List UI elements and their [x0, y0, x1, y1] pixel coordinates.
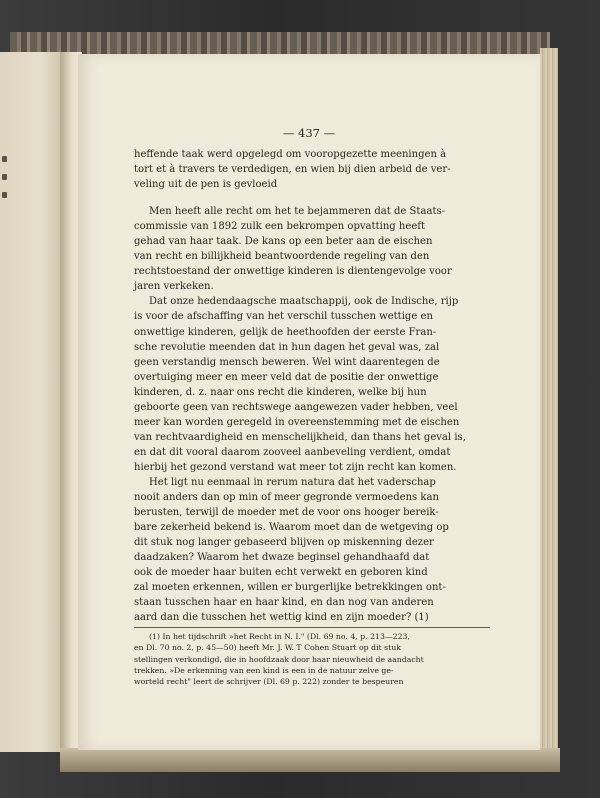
text-line: ook de moeder haar buiten echt verwekt en geboren kind: [134, 567, 428, 579]
text-line: geen verstandig mensch beweren. Wel wint daarentegen de: [134, 356, 440, 368]
left-page-text-fragment: [2, 192, 7, 198]
paragraph-gap: [134, 192, 490, 204]
text-line: bare zekerheid bekend is. Waarom moet dan de wetgeving op: [134, 522, 449, 534]
text-line: kinderen, d. z. naar ons recht die kinderen, welke bij hun: [134, 386, 427, 398]
text-line: is voor de afschaffing van het verschil tusschen wettige en: [134, 311, 433, 323]
left-page: [0, 52, 68, 752]
text-line: meer kan worden geregeld in overeenstemming met de eischen: [134, 416, 460, 428]
text-line: dit stuk nog langer gebaseerd blijven op miskenning dezer: [134, 537, 434, 549]
page-edges: [540, 48, 558, 768]
text-line: commissie van 1892 zulk een bekrompen opvatting heeft: [134, 221, 426, 233]
footnote: [134, 631, 490, 687]
left-page-text-fragment: [2, 174, 7, 180]
page-number: — 437 —: [282, 126, 336, 140]
footnote-line: en Dl. 70 no. 2, p. 45—50) heeft Mr. J. W. T Cohen Stuart op dit stuk: [134, 643, 401, 653]
text-line: van recht en billijkheid beantwoordende regeling van den: [134, 251, 430, 263]
left-page-text-fragment: [2, 156, 7, 162]
text-line: hierbij het gezond verstand wat meer tot zijn recht kan komen.: [134, 461, 457, 473]
body-text: [134, 147, 490, 625]
text-line: nooit anders dan op min of meer gegronde vermoedens kan: [134, 492, 439, 504]
text-line: gehad van haar taak. De kans op een beter aan de eischen: [134, 236, 433, 248]
footnote-line: worteld recht" leert de schrijver (Dl. 69 p. 222) zonder te bespeuren: [134, 677, 404, 687]
text-line: jaren verkeken.: [134, 281, 214, 293]
text-line: en dat dit vooral daarom zooveel aanbeveling verdient, omdat: [134, 446, 451, 458]
text-line: geboorte geen van rechtswege aangewezen vader hebben, veel: [134, 401, 458, 413]
book-bottom-edge: [60, 748, 560, 772]
text-line: overtuiging meer en meer veld dat de positie der onwettige: [134, 371, 439, 383]
text-line: staan tusschen haar en haar kind, en dan nog van anderen: [134, 597, 434, 609]
text-line: veling uit de pen is gevloeid: [134, 179, 278, 191]
text-line: Het ligt nu eenmaal in rerum natura dat het vaderschap: [149, 476, 436, 488]
right-page: [78, 54, 540, 750]
text-line: berusten, terwijl de moeder met de voor ons hooger bereik-: [134, 507, 439, 519]
text-line: daadzaken? Waarom het dwaze beginsel gehandhaafd dat: [134, 552, 430, 564]
footnote-line: stellingen verkondigd, die in hoofdzaak door haar nieuwheid de aandacht: [134, 654, 424, 664]
footnote-line: trekken. »De erkenning van een kind is een in de natuur zelve ge-: [134, 665, 394, 675]
text-line: heffende taak werd opgelegd om vooropgezette meeningen à: [134, 149, 447, 160]
text-line: van rechtvaardigheid en menschelijkheid, dan thans het geval is,: [134, 431, 466, 443]
text-line: rechtstoestand der onwettige kinderen is dientengevolge voor: [134, 266, 452, 278]
text-line: zal moeten erkennen, willen er burgerlijke betrekkingen ont-: [134, 582, 446, 594]
footnote-line: (1) In het tijdschrift »het Recht in N. I." (Dl. 69 no. 4, p. 213—223,: [149, 632, 410, 641]
text-line: aard dan die tusschen het wettig kind en zijn moeder? (1): [134, 612, 429, 624]
text-line: Men heeft alle recht om het te bejammeren dat de Staats-: [149, 206, 446, 218]
text-line: Dat onze hedendaagsche maatschappij, ook de Indische, rijp: [149, 296, 459, 308]
text-line: sche revolutie meenden dat in hun dagen het geval was, zal: [134, 341, 440, 353]
footnote-rule: [134, 627, 490, 628]
book-binding-top: [10, 32, 550, 54]
text-line: tort et à travers te verdedigen, en wien bij dien arbeid de ver-: [134, 164, 451, 176]
text-line: onwettige kinderen, gelijk de heethoofden der eerste Fran-: [134, 326, 437, 338]
